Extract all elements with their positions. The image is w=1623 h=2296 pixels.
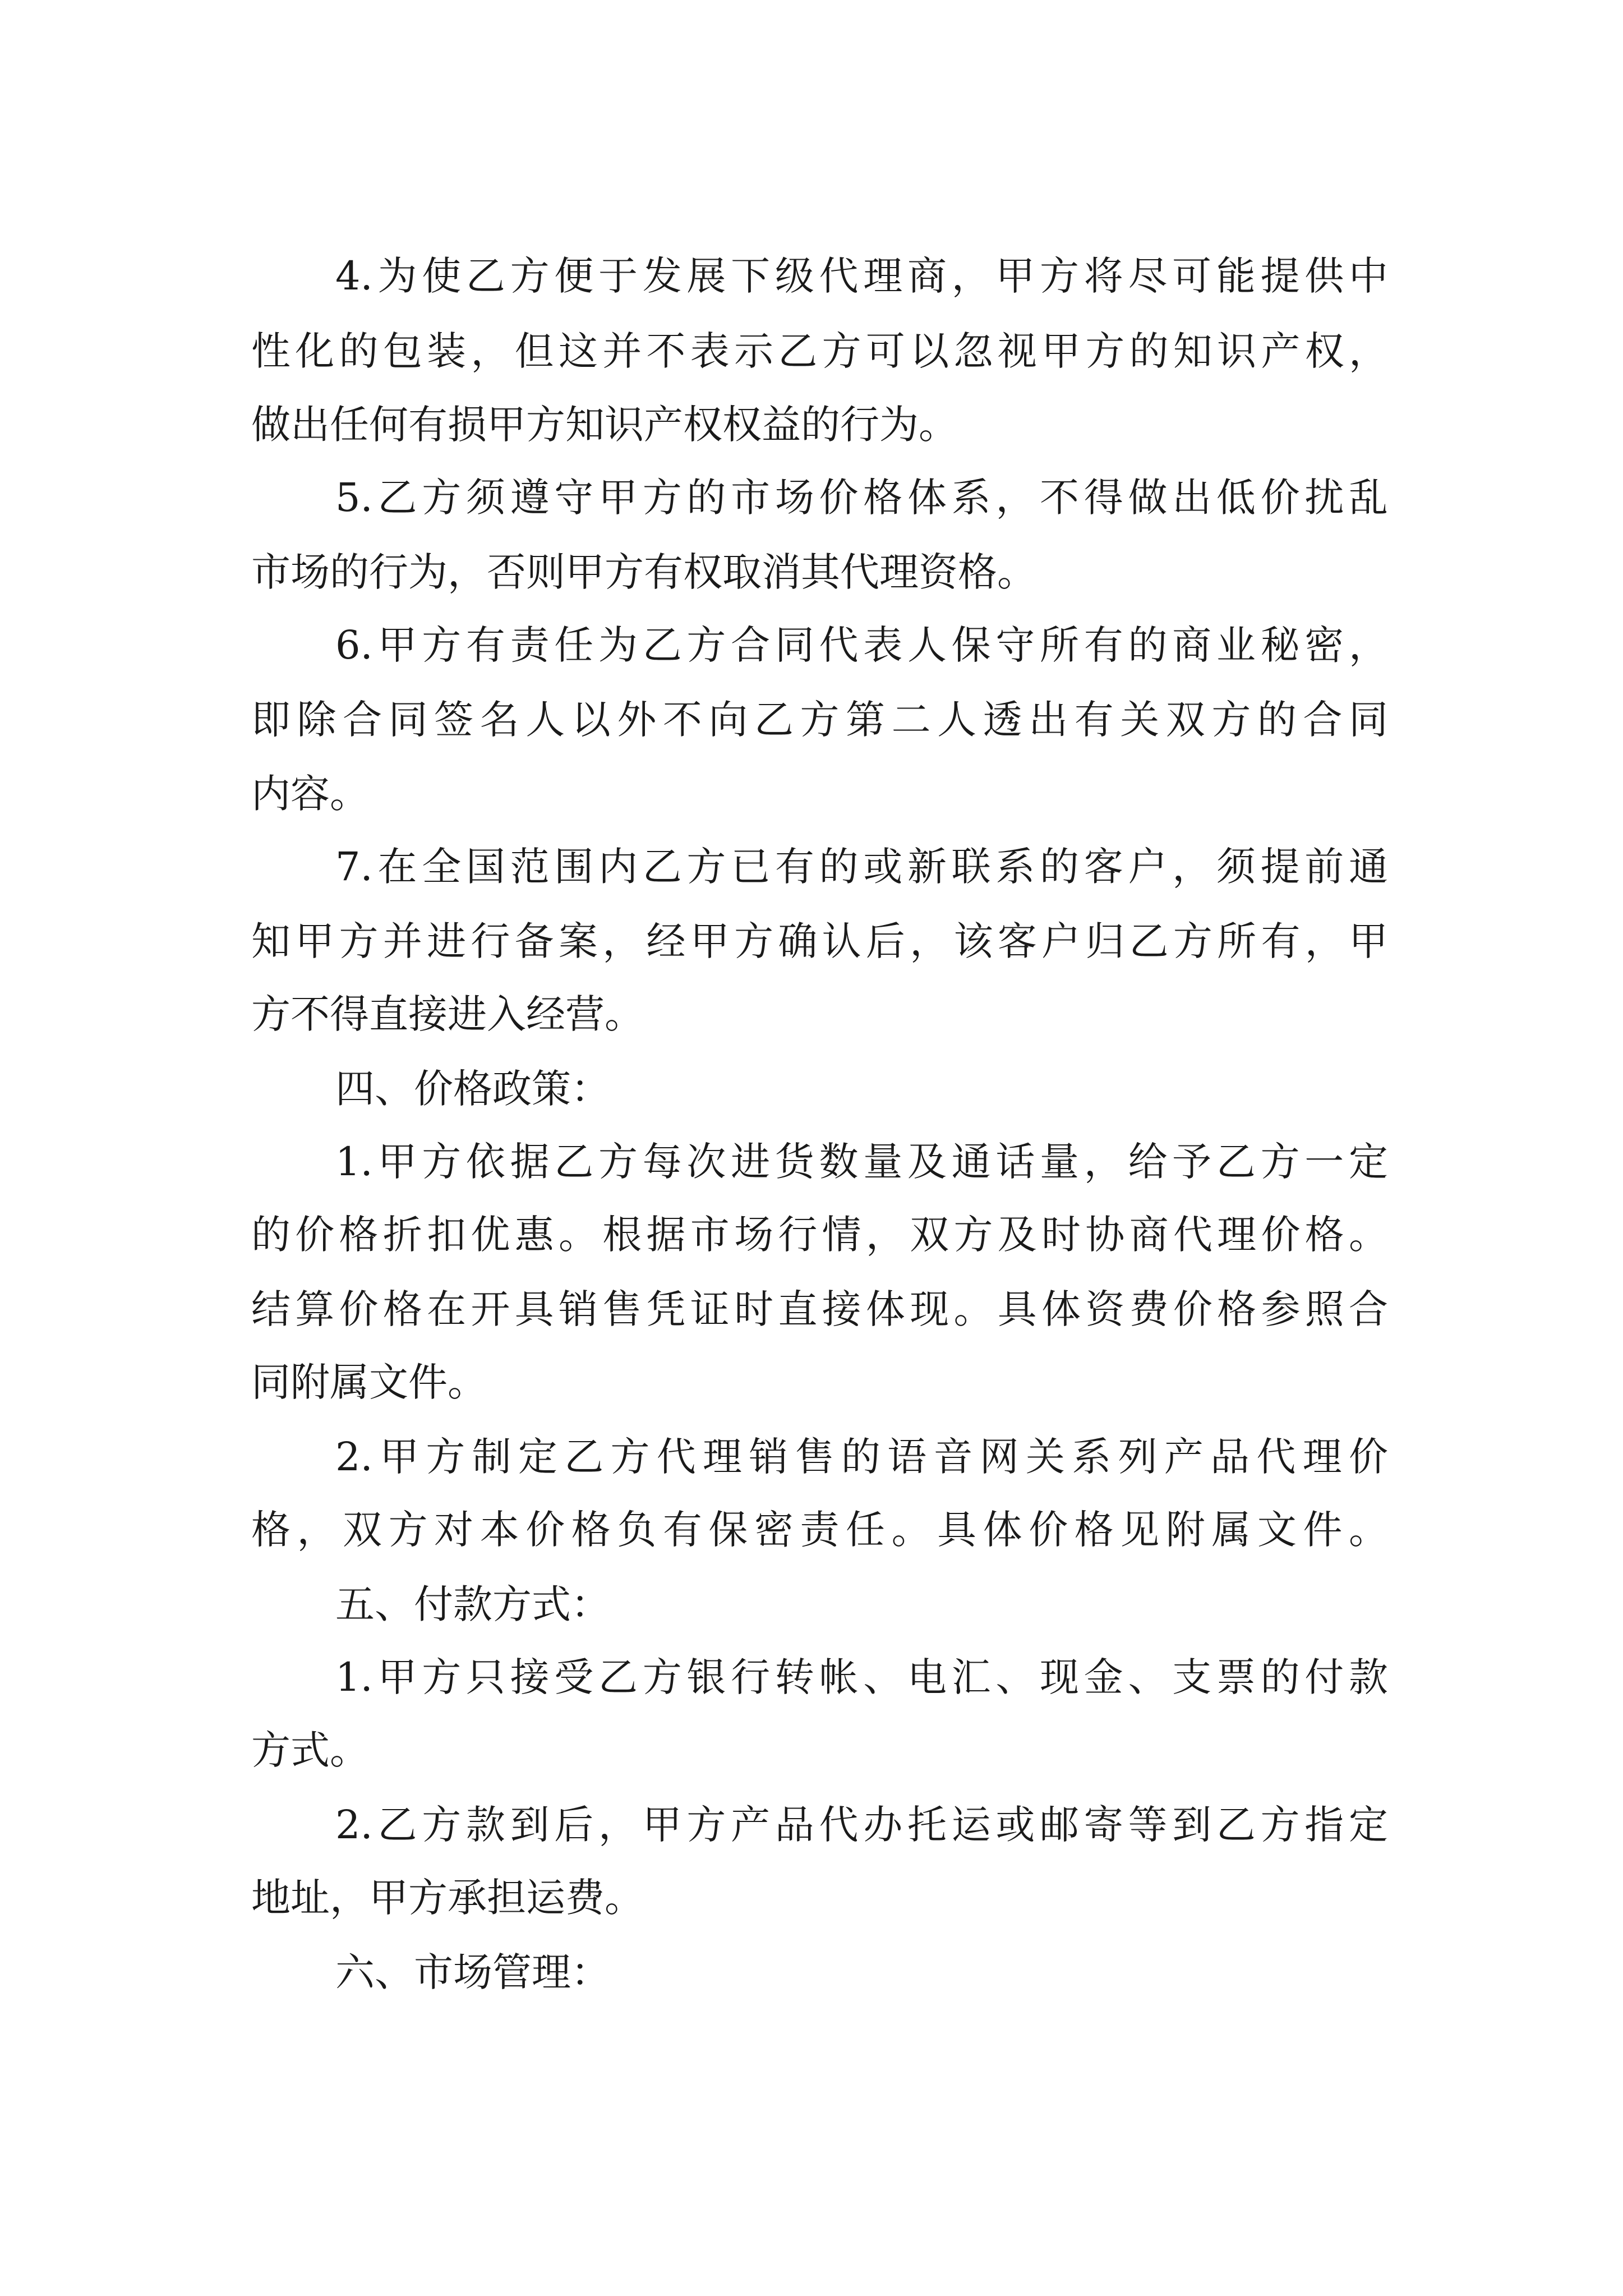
section-heading: 五、付款方式：: [335, 1581, 610, 1627]
paragraph-line: 1.甲方依据乙方每次进货数量及通话量，给予乙方一定: [335, 1139, 1388, 1185]
paragraph-line: 格，双方对本价格负有保密责任。具体价格见附属文件。: [251, 1507, 1388, 1553]
paragraph-line: 做出任何有损甲方知识产权权益的行为。: [251, 402, 958, 448]
paragraph-line: 5.乙方须遵守甲方的市场价格体系，不得做出低价扰乱: [335, 475, 1388, 521]
paragraph-line: 市场的行为，否则甲方有权取消其代理资格。: [251, 549, 1036, 595]
paragraph-line: 7.在全国范围内乙方已有的或新联系的客户，须提前通: [335, 844, 1388, 890]
paragraph-line: 的价格折扣优惠。根据市场行情，双方及时协商代理价格。: [251, 1212, 1388, 1258]
paragraph-line: 地址，甲方承担运费。: [251, 1875, 644, 1921]
section-heading: 六、市场管理：: [335, 1949, 610, 1995]
paragraph-line: 方式。: [251, 1727, 369, 1773]
paragraph-line: 性化的包装，但这并不表示乙方可以忽视甲方的知识产权，: [251, 328, 1388, 374]
paragraph-line: 6.甲方有责任为乙方合同代表人保守所有的商业秘密，: [335, 622, 1388, 668]
paragraph-line: 2.乙方款到后，甲方产品代办托运或邮寄等到乙方指定: [335, 1802, 1388, 1848]
paragraph-line: 结算价格在开具销售凭证时直接体现。具体资费价格参照合: [251, 1286, 1388, 1332]
paragraph-line: 同附属文件。: [251, 1359, 487, 1405]
paragraph-line: 2.甲方制定乙方代理销售的语音网关系列产品代理价: [335, 1434, 1388, 1480]
paragraph-line: 知甲方并进行备案，经甲方确认后，该客户归乙方所有，甲: [251, 918, 1388, 964]
paragraph-line: 即除合同签名人以外不向乙方第二人透出有关双方的合同: [251, 697, 1388, 743]
paragraph-line: 方不得直接进入经营。: [251, 991, 644, 1037]
paragraph-line: 4.为使乙方便于发展下级代理商，甲方将尽可能提供中: [335, 253, 1388, 299]
paragraph-line: 1.甲方只接受乙方银行转帐、电汇、现金、支票的付款: [335, 1654, 1388, 1700]
paragraph-line: 内容。: [251, 771, 369, 817]
section-heading: 四、价格政策：: [335, 1066, 610, 1112]
